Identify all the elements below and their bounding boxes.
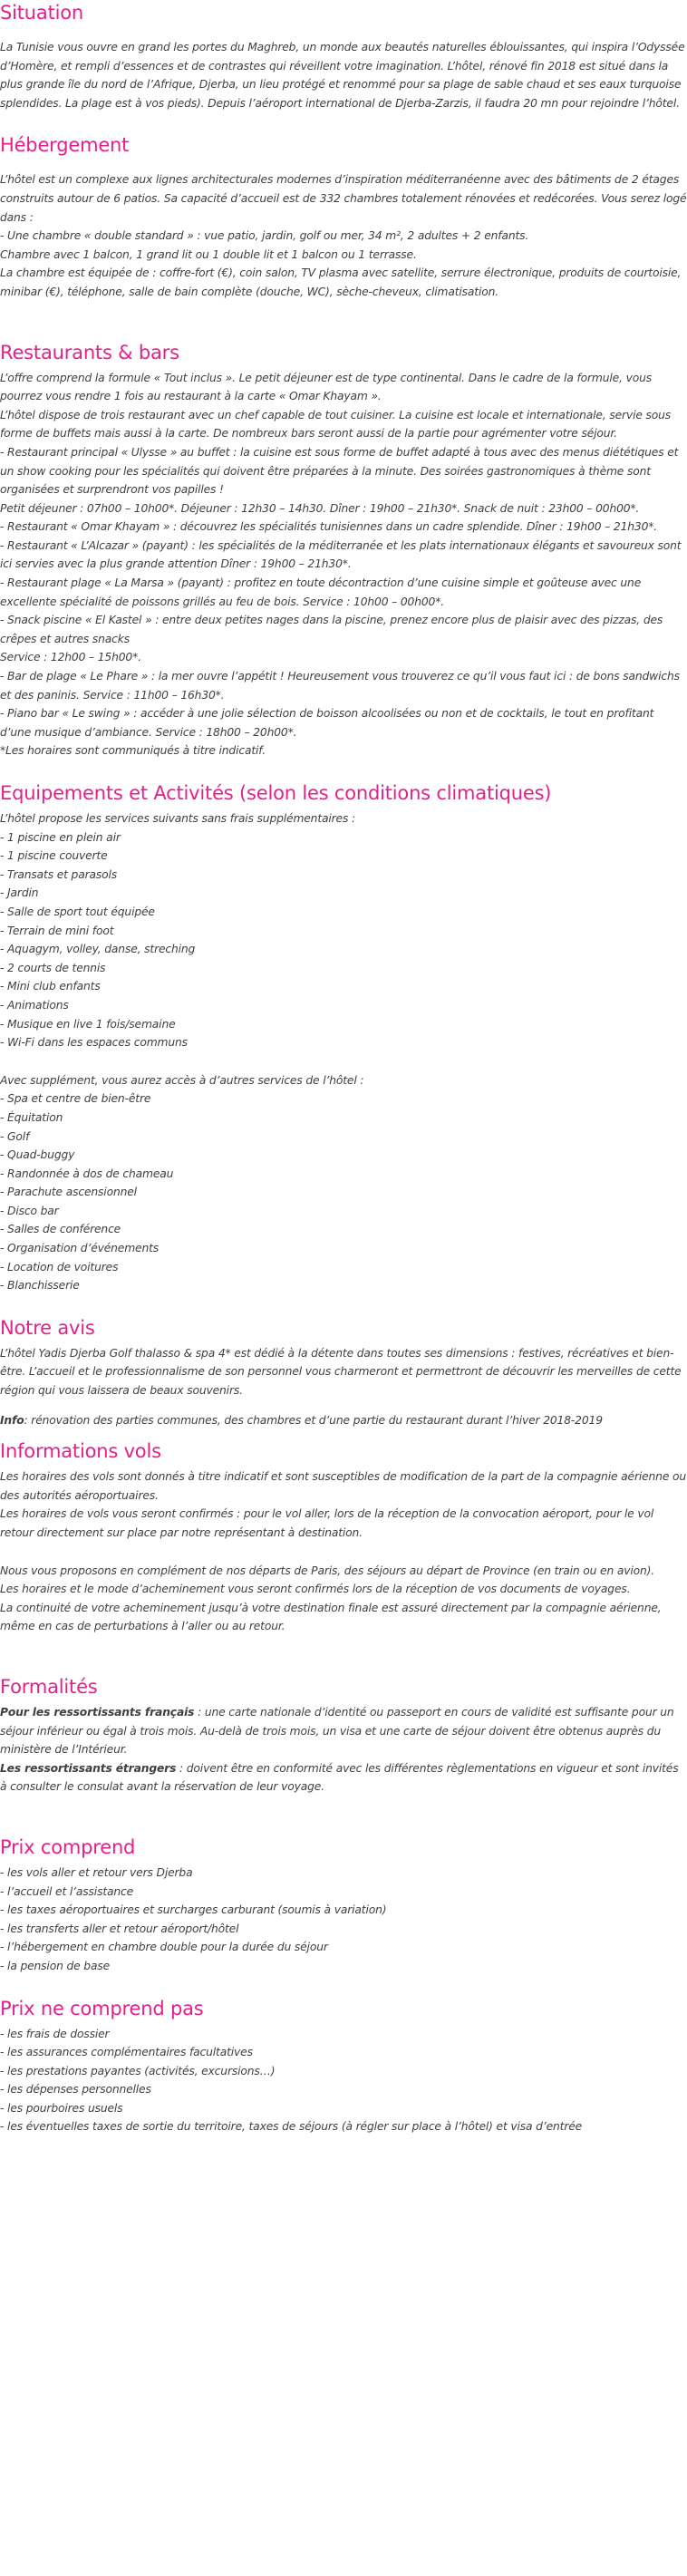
restaurants-line: - Bar de plage « Le Phare » : la mer ouvre l’appétit ! Heureusement vous trouverez ce qu’il vous faut ici : de bons sandwichs et des paninis. Service : 11h00 – 16h30*. — [0, 670, 680, 702]
list-item: - les taxes aéroportuaires et surcharges carburant (soumis à variation) — [0, 1903, 387, 1917]
section-title-restaurants: Restaurants & bars — [0, 341, 179, 363]
list-item: - Terrain de mini foot — [0, 924, 114, 937]
list-item: - Location de voitures — [0, 1260, 119, 1273]
restaurants-line: - Restaurant principal « Ulysse » au buffet : la cuisine est sous forme de buffet adapté à tous avec des menus diététiques et un show cooking pour les spécialités qui doivent être préparées à la minute. Des soirées gastronomiques à thème sont organisées et surprendront vos papilles ! — [0, 445, 679, 497]
list-item: - la pension de base — [0, 1959, 111, 1972]
vols-line: Les horaires de vols vous seront confirmés : pour le vol aller, lors de la réception de la convocation aéroport, pour le vol retour directement sur place par notre représentant à destination. — [0, 1507, 654, 1539]
list-item: - les pourboires usuels — [0, 2101, 123, 2115]
list-item: - Quad-buggy — [0, 1148, 75, 1162]
section-title-formalites: Formalités — [0, 1675, 98, 1698]
prix-ne-comprend-list — [0, 2025, 687, 2137]
list-item: - Parachute ascensionnel — [0, 1186, 137, 1199]
vols-line: Les horaires des vols sont donnés à titre indicatif et sont susceptibles de modification de la part de la compagnie aérienne ou des autorités aéroportuaires. — [0, 1470, 687, 1502]
list-item: - Salle de sport tout équipée — [0, 905, 155, 918]
formalites-francais — [0, 1703, 687, 1759]
vols-line: Nous vous proposons en complément de nos départs de Paris, des séjours au départ de Province (en train ou en avion). — [0, 1564, 655, 1577]
list-item: - Jardin — [0, 886, 39, 900]
section-avis — [0, 1315, 687, 1429]
section-hebergement — [0, 132, 687, 301]
list-item: - les frais de dossier — [0, 2027, 110, 2040]
avis-info-text: : rénovation des parties communes, des chambres et d’une partie du restaurant durant l’hiver 2018-2019 — [24, 1413, 603, 1427]
section-title-situation: Situation — [0, 2, 84, 24]
hebergement-line: - Une chambre « double standard » : vue patio, jardin, golf ou mer, 34 m², 2 adultes + 2 enfants. — [0, 229, 529, 243]
formalites-etrangers — [0, 1759, 687, 1796]
equipements-free-intro: L’hôtel propose les services suivants sans frais supplémentaires : — [0, 812, 355, 825]
list-item: - Organisation d’événements — [0, 1242, 160, 1255]
list-item: - l’hébergement en chambre double pour la durée du séjour — [0, 1941, 328, 1954]
list-item: - Musique en live 1 fois/semaine — [0, 1017, 176, 1031]
vols-text — [0, 1467, 687, 1636]
section-title-hebergement: Hébergement — [0, 134, 130, 157]
list-item: - Spa et centre de bien-être — [0, 1092, 151, 1106]
list-item: - Golf — [0, 1129, 30, 1143]
restaurants-text — [0, 369, 687, 760]
formalites-francais-text: : une carte nationale d’identité ou passeport en cours de validité est suffisante pour un séjour inférieur ou égal à trois mois. Au-delà de trois mois, un visa et une carte de séjour doivent être obtenus auprès du ministère de l’Intérieur. — [0, 1705, 674, 1757]
list-item: - Transats et parasols — [0, 867, 118, 881]
list-item: - Wi-Fi dans les espaces communs — [0, 1036, 188, 1050]
list-item: - 1 piscine couverte — [0, 849, 108, 863]
formalites-text — [0, 1703, 687, 1796]
vols-line: La continuité de votre acheminement jusqu’à votre destination finale est assuré directement par la compagnie aérienne, même en cas de perturbations à l’aller ou au retour. — [0, 1601, 662, 1633]
list-item: - Salles de conférence — [0, 1223, 121, 1236]
restaurants-line: L’hôtel dispose de trois restaurant avec un chef capable de tout cuisiner. La cuisine est locale et internationale, servie sous forme de buffets mais aussi à la carte. De nombreux bars seront aussi de la partie pour agrémenter votre séjour. — [0, 408, 672, 441]
list-item: - Mini club enfants — [0, 980, 101, 993]
formalites-etrangers-text: : doivent être en conformité avec les différentes règlementations en vigueur et sont invités à consulter le consulat avant la réservation de leur voyage. — [0, 1761, 679, 1794]
situation-paragraph: La Tunisie vous ouvre en grand les portes du Maghreb, un monde aux beautés naturelles éblouissantes, qui inspira l’Odyssée d’Homère, et rempli d’essences et de contrastes qui réveillent votre imagination. L’hôtel, rénové fin 2018 est situé dans la plus grande île du nord de l’Afrique, Djerba, un lieu protégé et renommé pour sa plage de sable chaud et ses eaux turquoise splendides. La plage est à vos pieds). Depuis l’aéroport international de Djerba-Zarzis, il faudra 20 mn pour rejoindre l’hôtel. — [0, 41, 685, 110]
list-item: - 2 courts de tennis — [0, 961, 106, 974]
section-title-avis: Notre avis — [0, 1316, 95, 1339]
avis-info — [0, 1411, 687, 1430]
section-title-prix-comprend: Prix comprend — [0, 1835, 136, 1858]
list-item: - Randonnée à dos de chameau — [0, 1167, 174, 1180]
section-title-equipements: Equipements et Activités (selon les conditions climatiques) — [0, 782, 552, 804]
list-item: - Aquagym, volley, danse, streching — [0, 943, 196, 956]
list-item: - Équitation — [0, 1110, 63, 1124]
list-item: - les transferts aller et retour aéroport/hôtel — [0, 1922, 239, 1935]
hebergement-line: L’hôtel est un complexe aux lignes architecturales modernes d’inspiration méditerranéenne avec des bâtiments de 2 étages construits autour de 6 patios. Sa capacité d’accueil est de 332 chambres totalement rénovées et redécorées. Vous serez logé dans : — [0, 173, 687, 224]
restaurants-line: - Restaurant « Omar Khayam » : découvrez les spécialités tunisiennes dans un cadre splendide. Dîner : 19h00 – 21h30*. — [0, 520, 658, 534]
restaurants-line: Service : 12h00 – 15h00*. — [0, 651, 141, 664]
restaurants-line: *Les horaires sont communiqués à titre indicatif. — [0, 744, 266, 758]
section-title-vols: Informations vols — [0, 1440, 161, 1463]
prix-comprend-list — [0, 1864, 687, 1976]
section-equipements — [0, 780, 687, 1295]
section-title-prix-ne-comprend: Prix ne comprend pas — [0, 1997, 204, 2019]
equipements-free-list — [0, 828, 687, 1052]
equipements-paid-list — [0, 1089, 687, 1295]
list-item: - 1 piscine en plein air — [0, 830, 121, 844]
restaurants-line: - Piano bar « Le swing » : accéder à une jolie sélection de boisson alcoolisées ou non et de cocktails, le tout en profitant d’une musique d’ambiance. Service : 18h00 – 20h00*. — [0, 707, 654, 739]
section-situation — [0, 0, 687, 112]
section-prix-ne-comprend — [0, 1996, 687, 2137]
formalites-etrangers-label: Les ressortissants étrangers — [0, 1761, 177, 1775]
section-prix-comprend — [0, 1835, 687, 1976]
section-vols — [0, 1438, 687, 1636]
list-item: - Blanchisserie — [0, 1279, 80, 1293]
hebergement-text — [0, 170, 687, 301]
hebergement-line: Chambre avec 1 balcon, 1 grand lit ou 1 double lit et 1 balcon ou 1 terrasse. — [0, 247, 417, 261]
hebergement-line: La chambre est équipée de : coffre-fort (€), coin salon, TV plasma avec satellite, serrure électronique, produits de courtoisie, minibar (€), téléphone, salle de bain complète (douche, WC), sèche-cheveux, climatisation. — [0, 266, 682, 298]
list-item: - Animations — [0, 998, 69, 1012]
restaurants-line: L’offre comprend la formule « Tout inclus ». Le petit déjeuner est de type continental. Dans le cadre de la formule, vous pourrez vous rendre 1 fois au restaurant à la carte « Omar Khayam ». — [0, 371, 652, 403]
avis-info-label: Info — [0, 1413, 24, 1427]
list-item: - Disco bar — [0, 1204, 59, 1217]
restaurants-line: Petit déjeuner : 07h00 – 10h00*. Déjeuner : 12h30 – 14h30. Dîner : 19h00 – 21h30*. Snack de nuit : 23h00 – 00h00*. — [0, 501, 640, 515]
formalites-francais-label: Pour les ressortissants français — [0, 1705, 195, 1719]
section-restaurants — [0, 340, 687, 760]
equipements-text — [0, 809, 687, 1295]
list-item: - les dépenses personnelles — [0, 2083, 151, 2097]
restaurants-line: - Restaurant « L’Alcazar » (payant) : les spécialités de la méditerranée et les plats internationaux élégants et savoureux sont ici servies avec la plus grande attention Dîner : 19h00 – 21h30*. — [0, 538, 682, 571]
section-formalites — [0, 1674, 687, 1796]
restaurants-line: - Snack piscine « El Kastel » : entre deux petites nages dans la piscine, prenez encore plus de plaisir avec des pizzas, des crêpes et autres snacks — [0, 614, 663, 645]
list-item: - les prestations payantes (activités, excursions…) — [0, 2064, 276, 2077]
list-item: - les assurances complémentaires facultatives — [0, 2046, 253, 2059]
list-item: - les vols aller et retour vers Djerba — [0, 1865, 193, 1879]
situation-text — [0, 38, 687, 112]
restaurants-line: - Restaurant plage « La Marsa » (payant) : profitez en toute décontraction d’une cuisine simple et goûteuse avec une excellente spécialité de poissons grillés au feu de bois. Service : 10h00 – 00h00*. — [0, 576, 642, 608]
avis-text — [0, 1344, 687, 1429]
list-item: - l’accueil et l’assistance — [0, 1884, 134, 1898]
equipements-paid-intro: Avec supplément, vous aurez accès à d’autres services de l’hôtel : — [0, 1073, 364, 1087]
vols-line: Les horaires et le mode d’acheminement vous seront confirmés lors de la réception de vos documents de voyages. — [0, 1583, 631, 1596]
list-item: - les éventuelles taxes de sortie du territoire, taxes de séjours (à régler sur place à l’hôtel) et visa d’entrée — [0, 2120, 583, 2134]
avis-paragraph: L’hôtel Yadis Djerba Golf thalasso & spa 4* est dédié à la détente dans toutes ses dimensions : festives, récréatives et bien-être. L’accueil et le professionnalisme de son personnel vous charmeront et permettront de découvrir les merveilles de cette région qui vous laissera de beaux souvenirs. — [0, 1346, 682, 1398]
